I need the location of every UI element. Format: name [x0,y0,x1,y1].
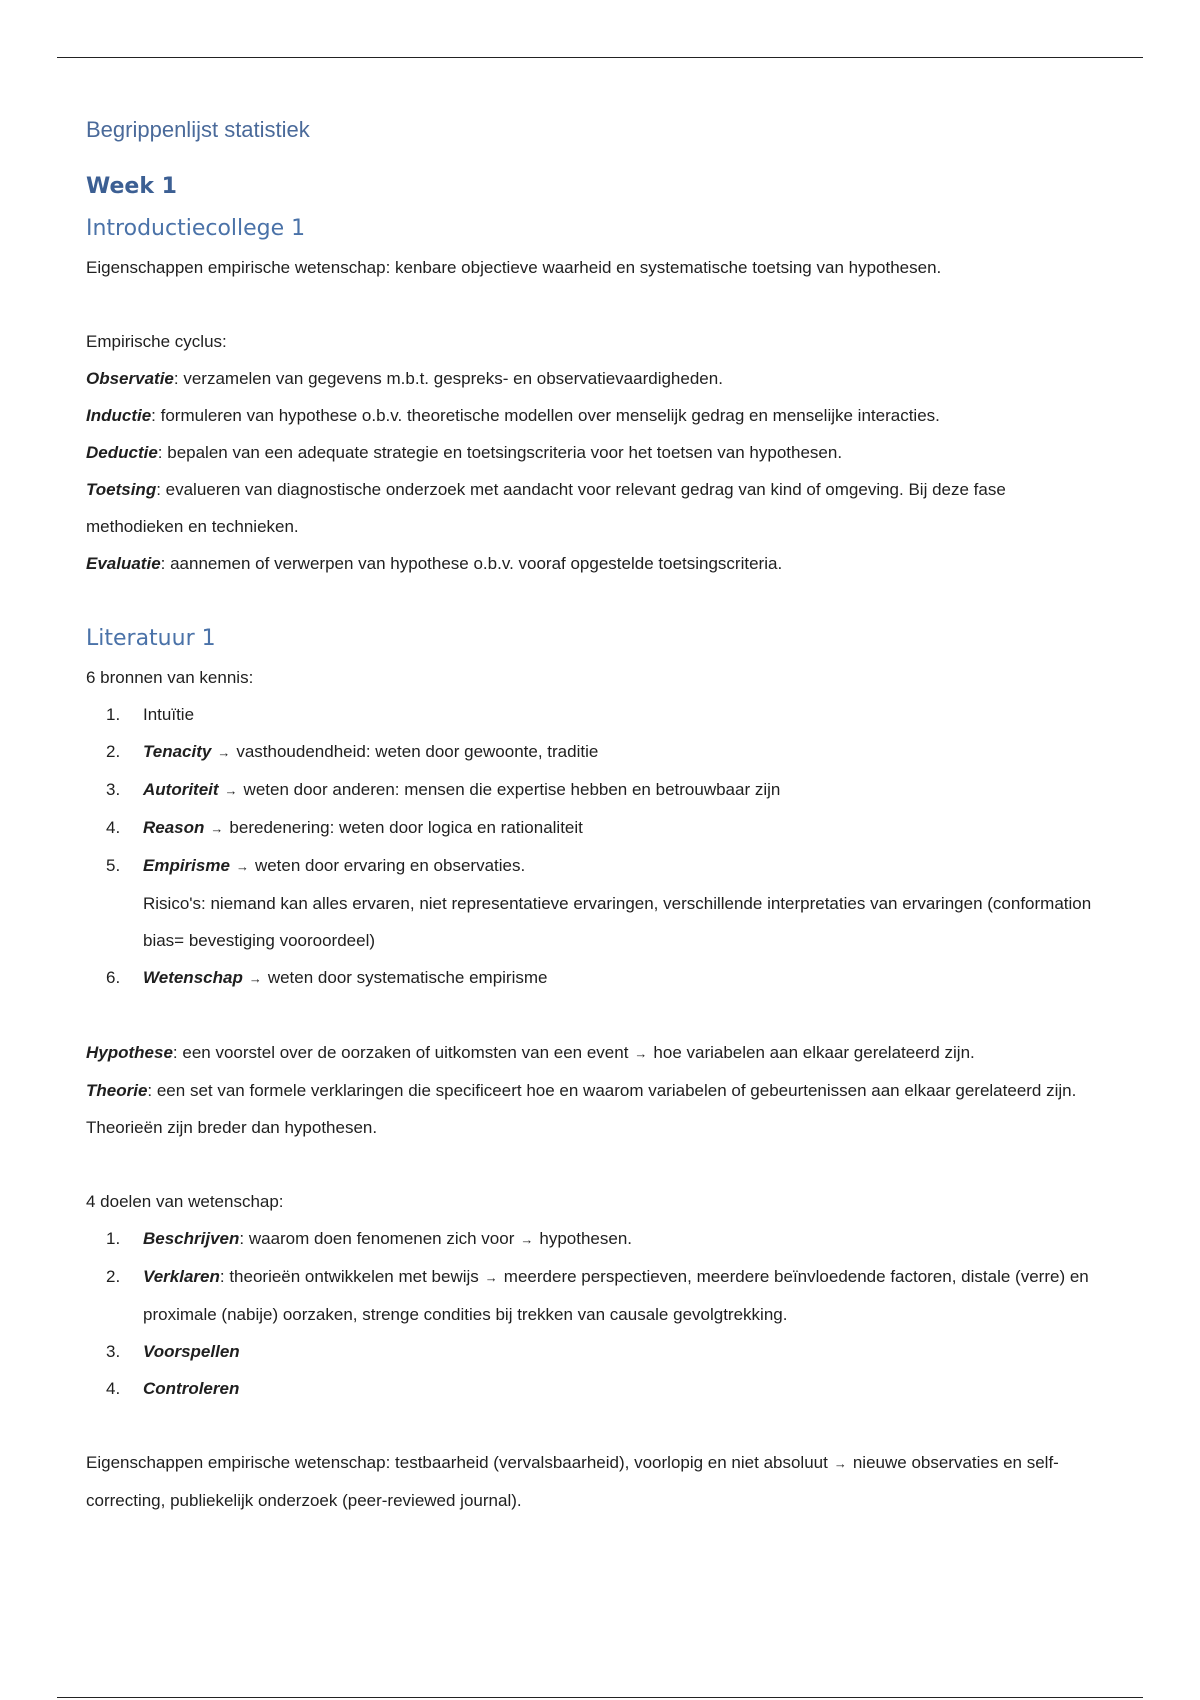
cycle-item-deductie [86,434,1186,471]
cycle-label: Empirische cyclus: [86,332,227,351]
term: Controleren [143,1379,240,1398]
item-text: Intuïtie [143,705,195,724]
cycle-item-toetsing [86,471,1186,508]
definition: : bepalen van een adequate strategie en toetsingscriteria voor het toetsen van hypothesen. [157,443,843,462]
theorie-definition [86,1072,1186,1109]
document-title: Begrippenlijst statistiek [86,117,310,142]
list-number: 3. [106,1342,121,1361]
cycle-item-inductie [86,397,1186,434]
header-rule [57,57,1143,58]
term: Verklaren [143,1267,220,1286]
list-item [86,1333,1186,1370]
arrow-icon: → [520,1232,534,1247]
term: Evaluatie [86,554,161,573]
week-heading: Week 1 [86,174,177,199]
list-item [86,847,1186,885]
arrow-icon: → [235,859,249,874]
list-item-cont: bias= bevestiging vooroordeel) [143,931,376,950]
term: Reason [143,818,205,837]
item-text: weten door systematische empirisme [267,968,548,987]
term: Hypothese [86,1043,173,1062]
sources-label: 6 bronnen van kennis: [86,668,254,687]
list-item-cont: Risico's: niemand kan alles ervaren, niet representatieve ervaringen, verschillende interpretaties van ervaringen (conformation [143,894,1092,913]
item-text: weten door anderen: mensen die expertise hebben en betrouwbaar zijn [243,780,781,799]
cycle-item-toetsing-cont: methodieken en technieken. [86,517,299,536]
arrow-icon: → [484,1270,498,1285]
item-text: weten door ervaring en observaties. [254,856,526,875]
intro-paragraph: Eigenschappen empirische wetenschap: kenbare objectieve waarheid en systematische toetsing van hypothesen. [86,258,942,277]
term: Autoriteit [143,780,219,799]
list-item [86,809,1186,847]
list-number: 3. [106,780,121,799]
term: Wetenschap [143,968,243,987]
section-heading-introductiecollege: Introductiecollege 1 [86,216,306,241]
term: Deductie [86,443,158,462]
arrow-icon: → [217,745,231,760]
arrow-icon: → [833,1456,847,1471]
arrow-icon: → [634,1046,648,1061]
section-heading-literatuur: Literatuur 1 [86,626,216,651]
list-number: 5. [106,856,121,875]
definition-after: hoe variabelen aan elkaar gerelateerd zijn. [653,1043,975,1062]
arrow-icon: → [224,783,238,798]
closing-cont: correcting, publiekelijk onderzoek (peer-reviewed journal). [86,1491,522,1510]
definition: : formuleren van hypothese o.b.v. theoretische modellen over menselijk gedrag en menselijke interacties. [151,406,940,425]
term: Voorspellen [143,1342,240,1361]
term: Inductie [86,406,152,425]
list-item [86,959,1186,997]
item-after: hypothesen. [539,1229,633,1248]
term: Empirisme [143,856,230,875]
list-number: 1. [106,1229,121,1248]
list-number: 4. [106,1379,121,1398]
term: Theorie [86,1081,148,1100]
definition: : aannemen of verwerpen van hypothese o.b.v. vooraf opgestelde toetsingscriteria. [160,554,783,573]
list-item-cont: proximale (nabije) oorzaken, strenge condities bij trekken van causale gevolgtrekking. [143,1305,788,1324]
list-item [86,1220,1186,1258]
list-number: 2. [106,1267,121,1286]
definition: : verzamelen van gegevens m.b.t. gespreks- en observatievaardigheden. [173,369,723,388]
sources-list [86,696,1186,997]
definition: : een set van formele verklaringen die specificeert hoe en waarom variabelen of gebeurtenissen aan elkaar gerelateerd zijn. [147,1081,1077,1100]
document-body [86,110,1186,1519]
closing-after: nieuwe observaties en self- [852,1453,1059,1472]
goals-list [86,1220,1186,1407]
definition: : evalueren van diagnostische onderzoek met aandacht voor relevant gedrag van kind of omgeving. Bij deze fase [156,480,1006,499]
item-text: : waarom doen fenomenen zich voor [239,1229,515,1248]
list-item [86,771,1186,809]
list-number: 2. [106,742,121,761]
list-item [86,1258,1186,1296]
list-item [86,733,1186,771]
goals-label: 4 doelen van wetenschap: [86,1192,284,1211]
theorie-cont: Theorieën zijn breder dan hypothesen. [86,1118,378,1137]
closing-paragraph [86,1444,1186,1482]
list-number: 6. [106,968,121,987]
hypothese-definition [86,1034,1186,1072]
item-text: beredenering: weten door logica en rationaliteit [229,818,583,837]
list-item [86,696,1186,733]
list-item [86,1370,1186,1407]
definition: : een voorstel over de oorzaken of uitkomsten van een event [172,1043,629,1062]
cycle-item-observatie [86,360,1186,397]
cycle-item-evaluatie [86,545,1186,582]
list-number: 1. [106,705,121,724]
term: Toetsing [86,480,157,499]
item-text: vasthoudendheid: weten door gewoonte, traditie [236,742,599,761]
term: Beschrijven [143,1229,240,1248]
term: Observatie [86,369,174,388]
closing-text: Eigenschappen empirische wetenschap: testbaarheid (vervalsbaarheid), voorlopig en niet absoluut [86,1453,828,1472]
arrow-icon: → [210,821,224,836]
term: Tenacity [143,742,212,761]
arrow-icon: → [248,971,262,986]
list-number: 4. [106,818,121,837]
item-after: meerdere perspectieven, meerdere beïnvloedende factoren, distale (verre) en [503,1267,1089,1286]
item-text: : theorieën ontwikkelen met bewijs [219,1267,479,1286]
footer-rule [57,1697,1143,1698]
